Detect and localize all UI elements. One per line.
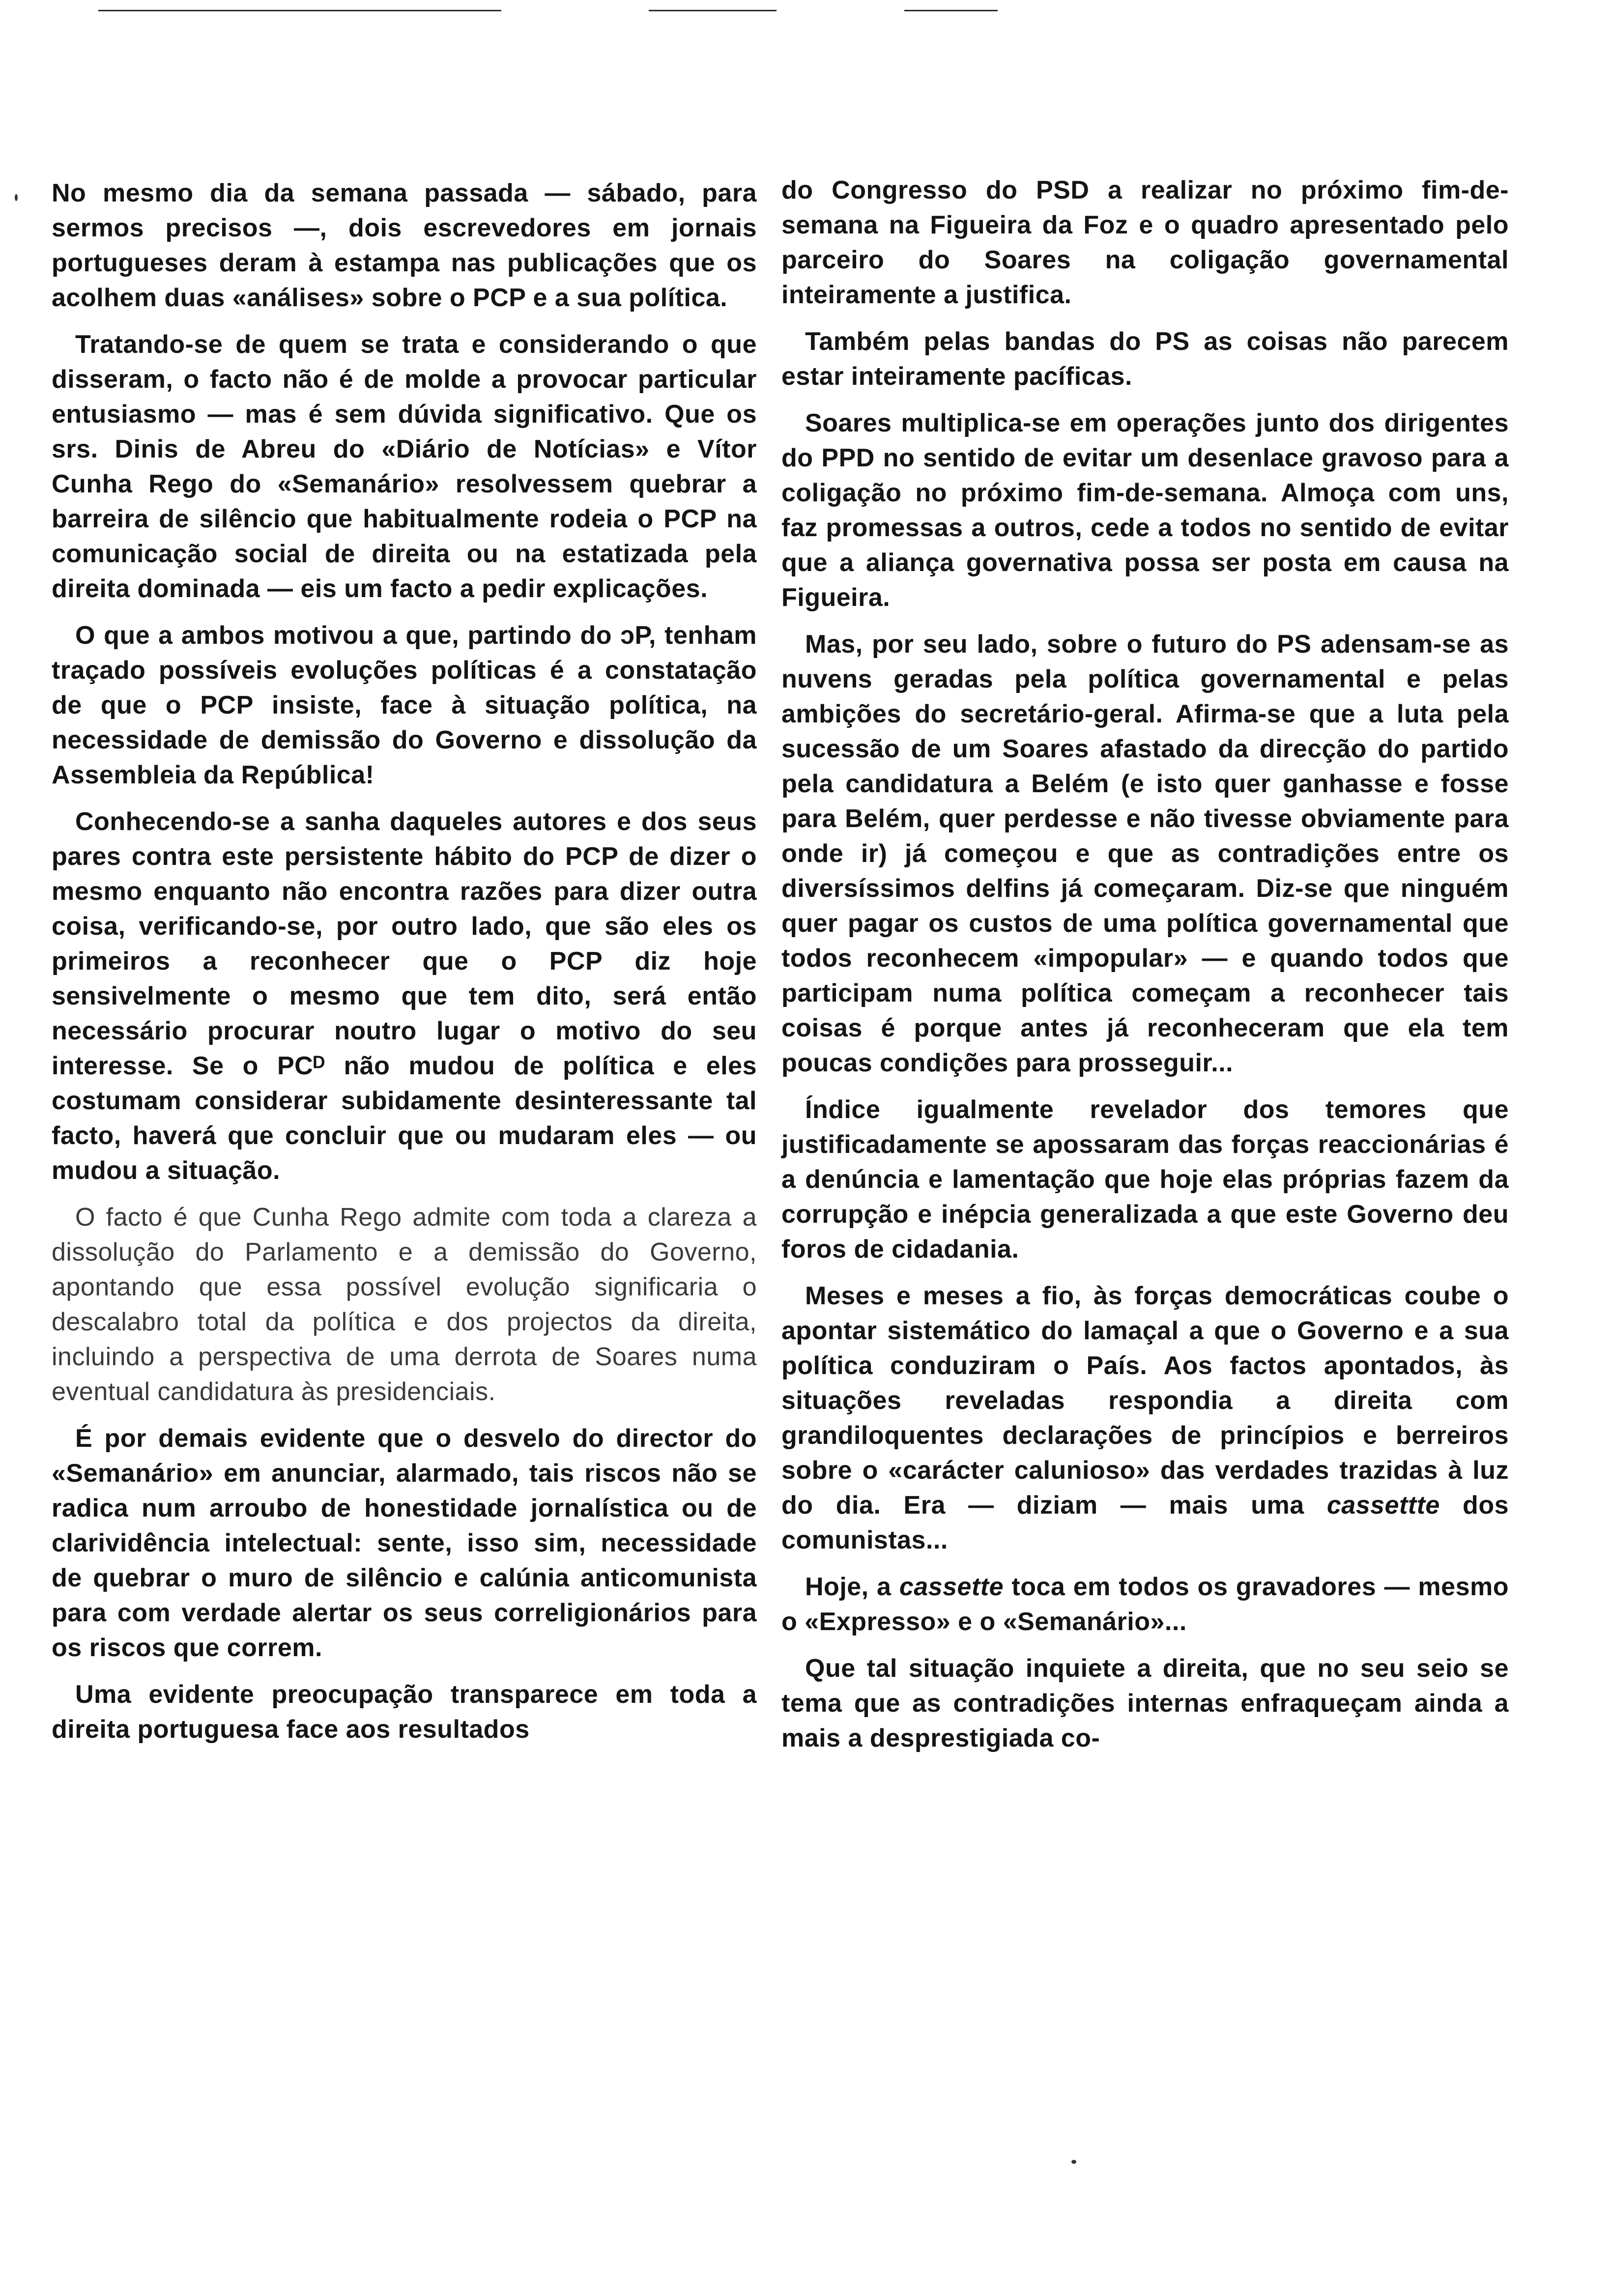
paragraph [781, 1570, 1509, 1639]
paragraph-text: toca em todos os gravadores — mesmo o «Expresso» e o «Semanário»... [781, 1573, 1509, 1636]
paragraph: Também pelas bandas do PS as coisas não parecem estar inteiramente pacíficas. [781, 327, 1509, 391]
paragraph: No mesmo dia da semana passada — sábado, para sermos precisos —, dois escrevedores em jornais portugueses deram à estampa nas publicações que os acolhem duas «análises» sobre o PCP e a sua política. [52, 179, 757, 312]
paragraph: Índice igualmente revelador dos temores que justificadamente se apossaram das forças reaccionárias é a denúncia e lamentação que hoje elas próprias fazem da corrupção e inépcia generalizada a que este Governo deu foros de cidadania. [781, 1095, 1509, 1263]
top-rule-right [904, 10, 998, 11]
paragraph: O que a ambos motivou a que, partindo do ͻP, tenham traçado possíveis evoluções políticas é a constatação de que o PCP insiste, face à situação política, na necessidade de demissão do Governo e dissolução da Assembleia da República! [52, 621, 757, 789]
right-column [781, 173, 1509, 1768]
left-column [52, 176, 757, 1759]
scan-speck [1071, 2160, 1076, 2164]
paragraph: Conhecendo-se a sanha daqueles autores e dos seus pares contra este persistente hábito do PCP de dizer o mesmo enquanto não encontra razões para dizer outra coisa, verificando-se, por outro lado, que são eles os primeiros a reconhecer que o PCP diz hoje sensivelmente o mesmo que tem dito, será então necessário procurar noutro lugar o motivo do seu interesse. Se o PCᴰ não mudou de política e eles costumam considerar subidamente desinteressante tal facto, haverá que concluir que ou mudaram eles — ou mudou a situação. [52, 807, 757, 1185]
scan-speck [15, 194, 18, 201]
paragraph: O facto é que Cunha Rego admite com toda a clareza a dissolução do Parlamento e a demissão do Governo, apontando que essa possível evolução significaria o descalabro total da política e dos projectos da direita, incluindo a perspectiva de uma derrota de Soares numa eventual candidatura às presidenciais. [52, 1203, 757, 1406]
paragraph: do Congresso do PSD a realizar no próximo fim-de-semana na Figueira da Foz e o quadro apresentado pelo parceiro do Soares na coligação governamental inteiramente a justifica. [781, 176, 1509, 309]
paragraph: É por demais evidente que o desvelo do director do «Semanário» em anunciar, alarmado, tais riscos não se radica num arroubo de honestidade jornalística ou de clarividência intelectual: sente, isso sim, necessidade de quebrar o muro de silêncio e calúnia anticomunista para com verdade alertar os seus correligionários para os riscos que correm. [52, 1424, 757, 1662]
paragraph [781, 1279, 1509, 1558]
paragraph: Tratando-se de quem se trata e considerando o que disseram, o facto não é de molde a provocar particular entusiasmo — mas é sem dúvida significativo. Que os srs. Dinis de Abreu do «Diário de Notícias» e Vítor Cunha Rego do «Semanário» resolvessem quebrar a barreira de silêncio que habitualmente rodeia o PCP na comunicação social de direita ou na estatizada pela direita dominada — eis um facto a pedir explicações. [52, 330, 757, 603]
top-rule-middle [649, 10, 777, 11]
paragraph: Uma evidente preocupação transparece em toda a direita portuguesa face aos resultados [52, 1680, 757, 1744]
paragraph: Que tal situação inquiete a direita, que no seu seio se tema que as contradições internas enfraqueçam ainda a mais a desprestigiada co- [781, 1654, 1509, 1752]
paragraph: Mas, por seu lado, sobre o futuro do PS adensam-se as nuvens geradas pela política governamental e pelas ambições do secretário-geral. Afirma-se que a luta pela sucessão de um Soares afastado da direcção do partido pela candidatura a Belém (e isto quer ganhasse e fosse para Belém, quer perdesse e não tivesse obviamente para onde ir) já começou e que as contradições entre os diversíssimos delfins já começaram. Diz-se que ninguém quer pagar os custos de uma política governamental que todos reconhecem «impopular» — e quando todos que participam numa política começam a reconhecer tais coisas é porque antes já reconheceram que ela tem poucas condições para prosseguir... [781, 630, 1509, 1077]
paragraph-text: Meses e meses a fio, às forças democráticas coube o apontar sistemático do lamaçal a que o Governo e a sua política conduziram o País. Aos factos apontados, às situações reveladas respondia a direita com grandiloquentes declarações de princípios e berreiros sobre o «carácter calunioso» das verdades trazidas à luz do dia. Era — diziam — mais uma [781, 1282, 1509, 1520]
top-rule-left [98, 10, 501, 11]
paragraph-text: Hoje, a [805, 1573, 899, 1601]
paragraph-text: dos comunistas... [781, 1491, 1509, 1554]
emphasis-text: cassettte [1326, 1491, 1440, 1520]
emphasis-text: cassette [899, 1573, 1004, 1601]
paragraph: Soares multiplica-se em operações junto dos dirigentes do PPD no sentido de evitar um desenlace gravoso para a coligação no próximo fim-de-semana. Almoça com uns, faz promessas a outros, cede a todos no sentido de evitar que a aliança governativa possa ser posta em causa na Figueira. [781, 409, 1509, 612]
